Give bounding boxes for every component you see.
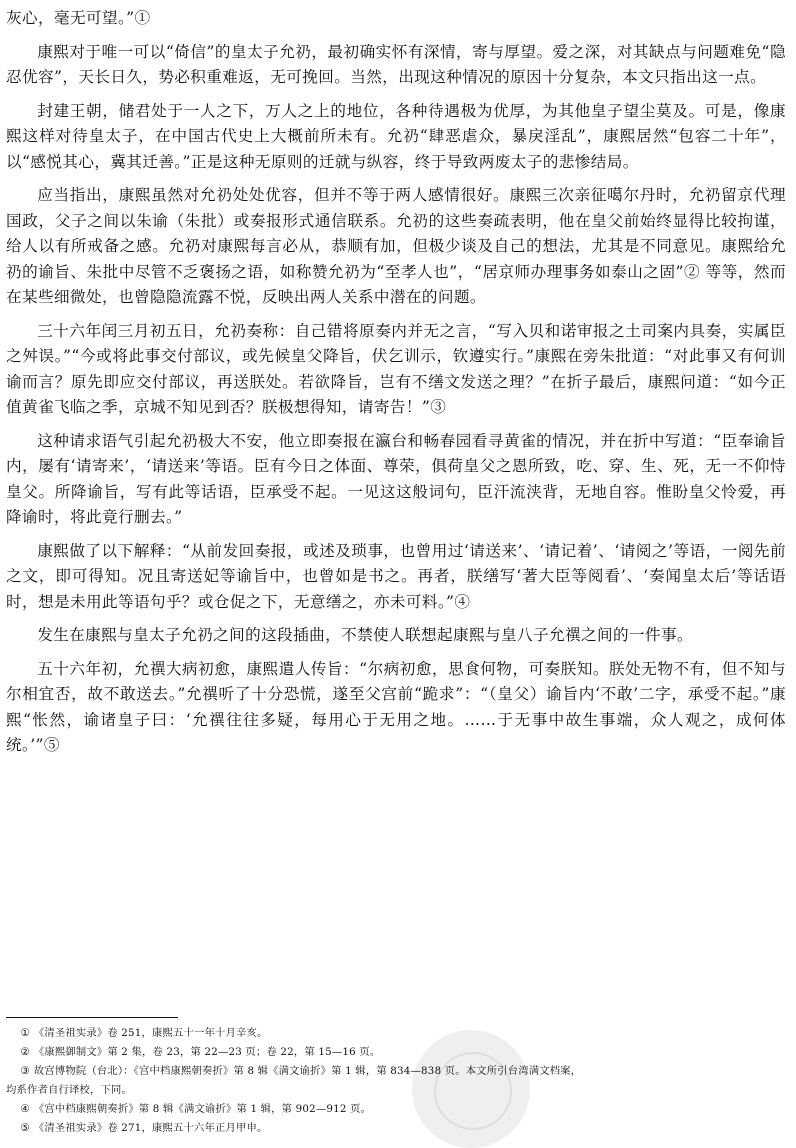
paragraph: 康熙对于唯一可以“倚信”的皇太子允礽，最初确实怀有深情，寄与厚望。爱之深，对其缺点与问题难免“隐忍优容”，天长日久，势必积重难返，无可挽回。当然，出现这种情况的原因十分复杂，本文只指出这一点。 xyxy=(6,42,786,86)
footnote-text: 均系作者自行译校，下同。 xyxy=(6,1084,132,1096)
footnote-item xyxy=(6,1024,790,1043)
paragraph: 应当指出，康熙虽然对允礽处处优容，但并不等于两人感情很好。康熙三次亲征噶尔丹时，允礽留京代理国政，父子之间以朱谕（朱批）或奏报形式通信联系。允礽的这些奏疏表明，他在皇父前始终显得比较拘谨，给人以有所戒备之感。允礽对康熙每言必从，恭顺有加，但极少谈及自己的想法，尤其是不同意见。康熙给允礽的谕旨、朱批中尽管不乏褒扬之语，如称赞允礽为“至孝人也”，“居京师办理事务如泰山之固”② 等等，然而在某些细微处，也曾隐隐流露不悦，反映出两人关系中潜在的问题。 xyxy=(6,186,786,306)
footnote-text: 《康熙御制文》第 2 集，卷 23，第 22—23 页；卷 22，第 15—16 页。 xyxy=(33,1046,381,1058)
footnote-text: 《清圣祖实录》卷 271，康熙五十六年正月甲申。 xyxy=(33,1122,268,1134)
footnote-marker: ① xyxy=(20,1027,30,1039)
paragraph: 康熙做了以下解释：“从前发回奏报，或述及琐事，也曾用过‘请送来’、‘请记着’、‘请阅之’等语，一阅先前之文，即可得知。况且寄送妃等谕旨中，也曾如是书之。再者，朕缮写‘著大臣等阅看’、‘奏闻皇太后’等话语时，想是未用此等语句乎？或仓促之下，无意缮之，亦未可料。”④ xyxy=(6,541,786,611)
page-body xyxy=(6,6,786,767)
footnote-text: 故宫博物院（台北）：《宫中档康熙朝奏折》第 8 辑《满文谕折》第 1 辑，第 834—838 页。本文所引台湾满文档案， xyxy=(33,1065,582,1077)
paragraph: 封建王朝，储君处于一人之下，万人之上的地位，各种待遇极为优厚，为其他皇子望尘莫及。可是，像康熙这样对待皇太子，在中国古代史上大概前所未有。允礽“肆恶虐众，暴戾淫乱”，康熙居然“包容二十年”，以“感悦其心，冀其迁善。”正是这种无原则的迁就与纵容，终于导致两废太子的悲惨结局。 xyxy=(6,101,786,171)
paragraph: 三十六年闰三月初五日，允礽奏称：自己错将原奏内并无之言，“写入贝和诺审报之土司案内具奏，实属臣之舛误。”“今或将此事交付部议，或先候皇父降旨，伏乞训示，钦遵实行。”康熙在旁朱批道：“对此事又有何训谕而言？原先即应交付部议，再送朕处。若欲降旨，岂有不缮文发送之理？”在折子最后，康熙问道：“如今正值黄雀飞临之季，京城不知见到否？朕极想得知，请寄告！”③ xyxy=(6,321,786,416)
paragraph: 发生在康熙与皇太子允礽之间的这段插曲，不禁使人联想起康熙与皇八子允禩之间的一件事。 xyxy=(37,626,693,644)
footnote-item xyxy=(6,1043,790,1062)
footnote-item xyxy=(6,1062,790,1081)
paragraph: 五十六年初，允禩大病初愈，康熙遣人传旨：“尔病初愈，思食何物，可奏朕知。朕处无物不有，但不知与尔相宜否，故不敢送去。”允禩听了十分恐慌，遂至父宫前“跪求”：“（皇父）谕旨内‘不敢’二字，承受不起。”康熙“怅然，谕诸皇子曰：‘允禩往往多疑，每用心于无用之地。……于无事中故生事端，众人观之，成何体统。’”⑤ xyxy=(6,659,786,754)
footnote-text: 《宫中档康熙朝奏折》第 8 辑《满文谕折》第 1 辑，第 902—912 页。 xyxy=(33,1103,372,1115)
footnote-item-continuation xyxy=(6,1081,790,1100)
footnotes xyxy=(6,1024,790,1138)
footnote-marker: ⑤ xyxy=(20,1122,30,1134)
footnote-item xyxy=(6,1119,790,1138)
footnote-item xyxy=(6,1100,790,1119)
footnote-divider xyxy=(6,1017,178,1018)
footnote-marker: ② xyxy=(20,1046,30,1058)
footnote-marker: ④ xyxy=(20,1103,30,1115)
footnote-text: 《清圣祖实录》卷 251，康熙五十一年十月辛亥。 xyxy=(33,1027,268,1039)
footnote-marker: ③ xyxy=(20,1065,30,1077)
paragraph: 这种请求语气引起允礽极大不安，他立即奏报在瀛台和畅春园看寻黄雀的情况，并在折中写道：“臣奉谕旨内，屡有‘请寄来’，‘请送来’等语。臣有今日之体面、尊荣，俱荷皇父之恩所致，吃、穿、生、死，无一不仰恃皇父。所降谕旨，写有此等话语，臣承受不起。一见这这般词句，臣汗流浃背，无地自容。惟盼皇父怜爱，再降谕时，将此竟行删去。” xyxy=(6,431,786,526)
paragraph: 灰心，毫无可望。”① xyxy=(6,9,151,27)
